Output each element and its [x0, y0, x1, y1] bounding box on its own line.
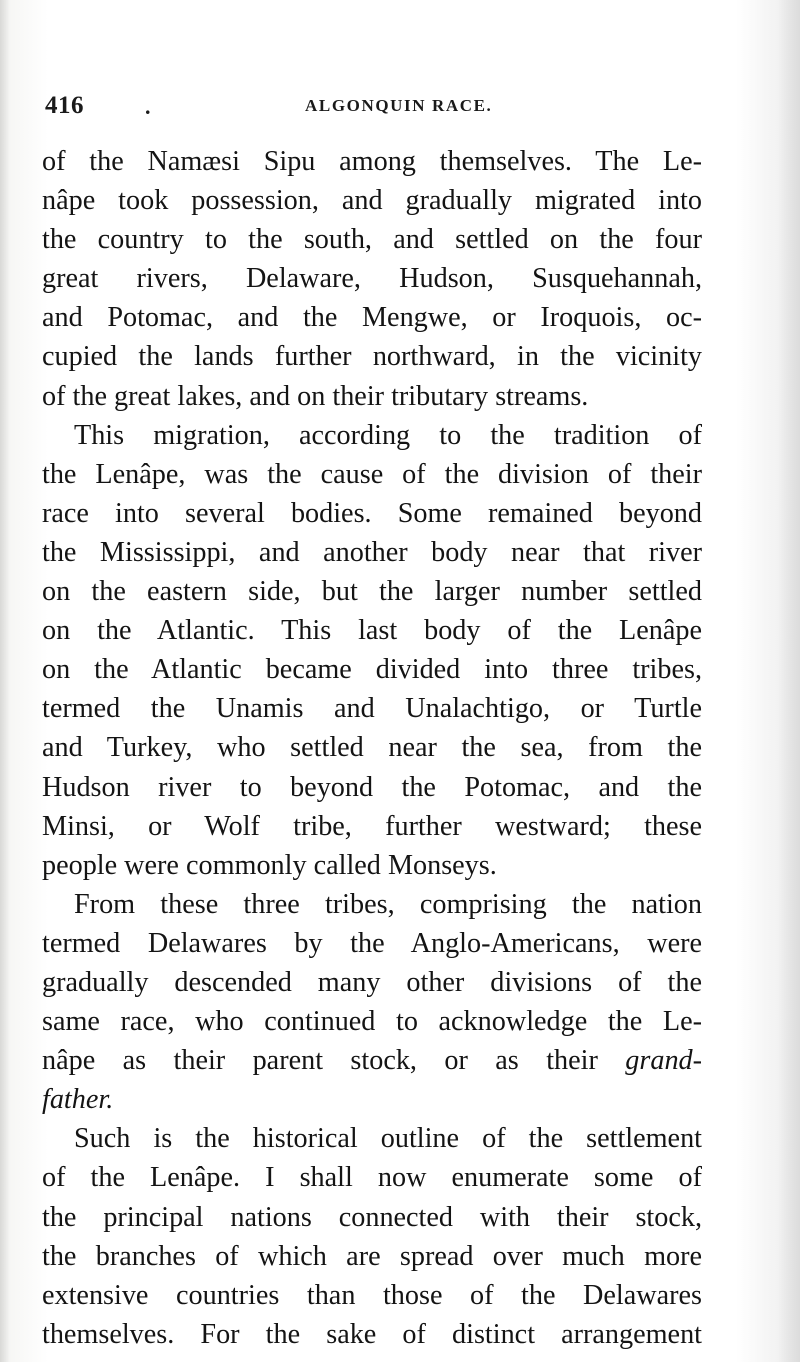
text-line: on the Atlantic became divided into three tribes, — [42, 654, 702, 686]
text-line: themselves. For the sake of distinct arrangement — [42, 1318, 702, 1350]
text-line: extensive countries than those of the Delawares — [42, 1279, 702, 1311]
text-line: termed the Unamis and Unalachtigo, or Turtle — [42, 693, 702, 725]
text-line: and Potomac, and the Mengwe, or Iroquois, oc- — [42, 302, 702, 334]
page-number: 416 — [45, 92, 84, 119]
text-line: This migration, according to the tradition of — [74, 419, 702, 451]
text-line: the country to the south, and settled on the four — [42, 224, 702, 256]
text-line: on the Atlantic. This last body of the Lenâpe — [42, 615, 702, 647]
text-line: the Lenâpe, was the cause of the division of their — [42, 458, 702, 490]
text-line: of the Namæsi Sipu among themselves. The Le- — [42, 146, 702, 177]
text-line: and Turkey, who settled near the sea, from the — [42, 732, 702, 764]
text-line: people were commonly called Monseys. — [42, 849, 497, 881]
text-line: race into several bodies. Some remained beyond — [42, 497, 702, 529]
text-line: great rivers, Delaware, Hudson, Susquehannah, — [42, 263, 702, 295]
header-separator: . — [145, 94, 151, 119]
text-line: the principal nations connected with their stock, — [42, 1201, 702, 1233]
text-line: From these three tribes, comprising the nation — [74, 888, 702, 920]
text-line: Hudson river to beyond the Potomac, and the — [42, 771, 702, 803]
page-gutter-shadow — [0, 0, 10, 1362]
italic-line: father. — [42, 1084, 114, 1116]
running-head: ALGONQUIN RACE. — [305, 96, 493, 115]
text-segment: nâpe as their parent stock, or as their — [42, 1045, 598, 1077]
text-line: Such is the historical outline of the settlement — [74, 1123, 702, 1155]
text-line: nâpe took possession, and gradually migrated into — [42, 185, 702, 217]
text-line: the Mississippi, and another body near that river — [42, 536, 702, 568]
page-edge-shadow — [778, 0, 800, 1362]
text-line: on the eastern side, but the larger number settled — [42, 576, 702, 608]
text-line: the branches of which are spread over much more — [42, 1240, 702, 1272]
text-line-with-italic — [42, 1041, 702, 1080]
text-line: same race, who continued to acknowledge the Le- — [42, 1006, 702, 1038]
text-line: of the Lenâpe. I shall now enumerate some of — [42, 1162, 702, 1194]
body-text — [42, 142, 702, 1354]
text-line: cupied the lands further northward, in the vicinity — [42, 341, 702, 373]
page-header — [45, 92, 705, 122]
text-line: termed Delawares by the Anglo-Americans, were — [42, 927, 702, 959]
italic-word: grand- — [625, 1045, 702, 1077]
text-line: Minsi, or Wolf tribe, further westward; these — [42, 810, 702, 842]
text-line: gradually descended many other divisions of the — [42, 966, 702, 998]
text-line: of the great lakes, and on their tributary streams. — [42, 380, 589, 412]
